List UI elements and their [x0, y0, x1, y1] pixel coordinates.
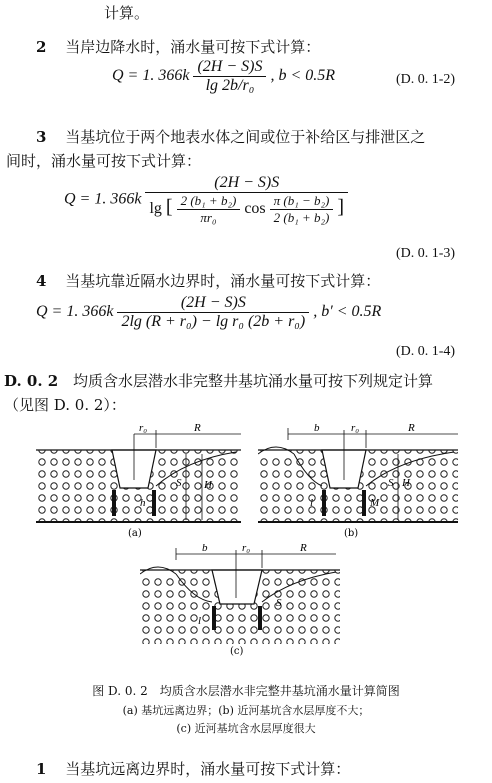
equation-d013	[64, 174, 348, 226]
section-d02-cont: （见图 D. 0. 2）：	[4, 396, 126, 414]
figure-c	[140, 540, 340, 658]
fraction-numerator: (2H − S)S	[117, 294, 309, 313]
equation-lhs: Q = 1. 366k	[64, 190, 142, 208]
inner-num: π (b₁ − b₂)	[270, 193, 334, 210]
item-3-cont: 间时，涌水量可按下式计算：	[6, 152, 202, 170]
label-l: l	[310, 497, 314, 509]
inner-den: πr₀	[200, 210, 217, 225]
section-text: 均质含水层潜水非完整井基坑涌水量可按下列规定计算	[73, 372, 434, 390]
item-text: 当基坑位于两个地表水体之间或位于补给区与排泄区之	[65, 128, 426, 146]
label-R: R	[408, 422, 415, 434]
fraction-numerator: (2H − S)S	[193, 58, 266, 77]
figure-caption-line2: (a) 基坑远离边界；(b) 近河基坑含水层厚度不大；	[122, 704, 370, 717]
text-line-0: 计算。	[104, 4, 150, 22]
label-S: S	[388, 477, 394, 489]
item-text: 当基坑靠近隔水边界时，涌水量可按下式计算：	[65, 272, 381, 290]
section-d02	[4, 370, 433, 391]
item-number: 1	[36, 760, 47, 778]
item-4	[36, 270, 380, 291]
item-number: 3	[36, 128, 47, 146]
item-text: 当岸边降水时，涌水量可按下式计算：	[65, 38, 321, 56]
equation-number-d014: (D. 0. 1-4)	[396, 344, 456, 359]
label-S: S	[276, 597, 282, 609]
equation-number-d013: (D. 0. 1-3)	[396, 246, 456, 261]
label-r0: r₀	[139, 422, 148, 434]
equation-condition: , b < 0.5R	[270, 67, 336, 85]
item-number: 2	[36, 38, 47, 56]
label-R: R	[194, 422, 201, 434]
equation-fraction	[193, 58, 266, 95]
equation-condition: , b′ < 0.5R	[313, 303, 382, 321]
equation-number-d012: (D. 0. 1-2)	[396, 72, 456, 87]
lg: lg	[149, 200, 162, 218]
subfigure-label-b: (b)	[344, 528, 359, 539]
equation-lhs: Q = 1. 366k	[36, 303, 114, 321]
label-H: H	[402, 477, 410, 489]
label-l: l	[198, 615, 202, 627]
label-S: S	[176, 477, 182, 489]
cos: cos	[244, 200, 266, 218]
label-R: R	[300, 542, 307, 554]
fraction-numerator: (2H − S)S	[145, 174, 348, 193]
equation-lhs: Q = 1. 366k	[112, 67, 190, 85]
equation-fraction	[117, 294, 309, 331]
inner-frac-1	[177, 193, 241, 226]
subfigure-label-a: (a)	[128, 528, 142, 539]
section-number: D. 0. 2	[4, 372, 59, 390]
fraction-denominator: lg 2b/r₀	[205, 77, 255, 94]
figure-caption: 图 D. 0. 2 均质含水层潜水非完整井基坑涌水量计算简图	[92, 684, 400, 698]
equation-d014	[36, 294, 381, 331]
label-H: H	[204, 479, 212, 491]
inner-den: 2 (b₁ + b₂)	[273, 210, 330, 225]
figure-b	[258, 420, 458, 540]
label-b: b	[202, 542, 208, 554]
item-number: 4	[36, 272, 47, 290]
item-text: 当基坑远离边界时，涌水量可按下式计算：	[65, 760, 351, 778]
item-3	[36, 126, 425, 147]
subfigure-label-c: (c)	[230, 646, 244, 657]
inner-num: 2 (b₁ + b₂)	[177, 193, 241, 210]
fraction-denominator: 2lg (R + r₀) − lg r₀ (2b + r₀)	[121, 313, 306, 330]
item-2	[36, 36, 320, 57]
subitem-1	[36, 758, 350, 779]
inner-frac-2	[270, 193, 334, 226]
figure-caption-line3: (c) 近河基坑含水层厚度很大	[176, 722, 316, 735]
figure-a	[36, 420, 241, 540]
label-r0: r₀	[242, 542, 251, 554]
equation-fraction	[145, 174, 348, 226]
label-r0: r₀	[351, 422, 360, 434]
label-h: h	[140, 497, 146, 509]
label-b: b	[314, 422, 320, 434]
label-M: M	[370, 497, 380, 509]
fraction-denominator: lg [ $\frac{\text{2 (b₁ + b₂)}}{\text{πr₀}}$ cos $\frac{\text{π (b₁ − b₂)}}{\text{2 (b₁ + b₂)}}$ ]	[149, 193, 345, 225]
equation-d012	[112, 58, 335, 95]
